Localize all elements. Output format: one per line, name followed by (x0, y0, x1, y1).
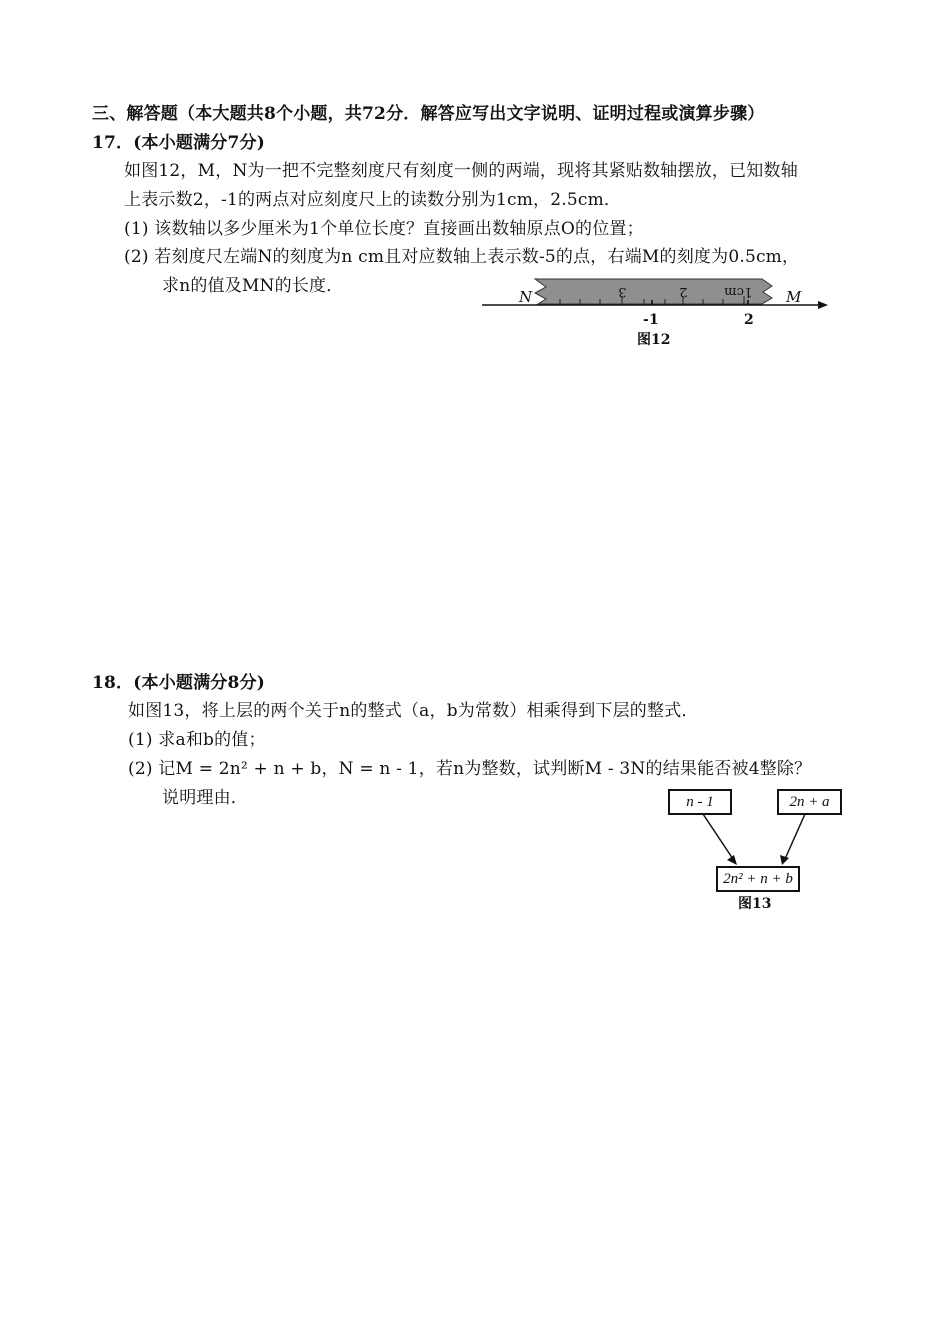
arrow-right (785, 814, 805, 859)
box-n-minus-1: n - 1 (668, 789, 732, 815)
q18-part2-line1: (2) 记M = 2n² + n + b，N = n - 1，若n为整数，试判断M - 3N的结果能否被4整除？ (128, 759, 812, 779)
box-2n-plus-a: 2n + a (777, 789, 842, 815)
box-product: 2n² + n + b (716, 866, 800, 892)
q17-stem-line2: 上表示数2，-1的两点对应刻度尺上的读数分别为1cm，2.5cm． (124, 190, 622, 210)
q17-part1: (1) 该数轴以多少厘米为1个单位长度？直接画出数轴原点O的位置； (124, 219, 644, 239)
q18-part1: (1) 求a和b的值； (128, 730, 266, 750)
ruler-mark-1cm: 1cm (724, 284, 753, 299)
q17-header: 17．(本小题满分7分) (92, 133, 265, 153)
label-N: N (519, 288, 533, 306)
q17-stem-line1: 如图12，M，N为一把不完整刻度尺有刻度一侧的两端，现将其紧贴数轴摆放，已知数轴 (124, 161, 798, 181)
tick-label-minus-1: -1 (643, 312, 659, 328)
ruler-mark-2: 2 (679, 284, 688, 299)
q18-header: 18．(本小题满分8分) (92, 673, 265, 693)
arrow-left (703, 814, 733, 859)
q18-part2-line2: 说明理由． (162, 788, 248, 808)
q17-part2-line2: 求n的值及MN的长度． (162, 276, 344, 296)
figure-12-caption: 图12 (637, 332, 671, 348)
q17-part2-line1: (2) 若刻度尺左端N的刻度为n cm且对应数轴上表示数-5的点，右端M的刻度为0.5cm， (124, 247, 800, 267)
label-M: M (786, 288, 802, 306)
tick-label-2: 2 (744, 312, 754, 328)
q18-stem: 如图13，将上层的两个关于n的整式（a，b为常数）相乘得到下层的整式． (128, 701, 699, 721)
arrow-left-head (727, 855, 737, 865)
number-line-arrow (818, 301, 828, 309)
section-heading: 三、解答题（本大题共8个小题，共72分．解答应写出文字说明、证明过程或演算步骤） (92, 104, 765, 124)
arrow-right-head (780, 855, 789, 865)
ruler-mark-3: 3 (618, 284, 627, 299)
figure-13-caption: 图13 (738, 896, 772, 912)
